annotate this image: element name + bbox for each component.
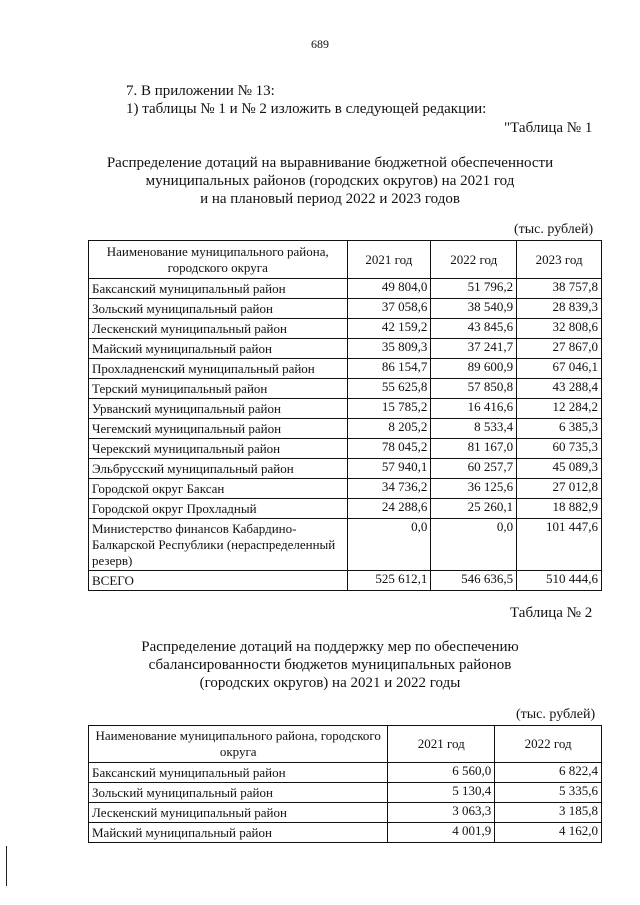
cell-v2021: 5 130,4 [388,783,495,803]
table2-header-name: Наименование муниципального района, городского округа [89,726,388,763]
amendment-subitem: 1) таблицы № 1 и № 2 изложить в следующей редакции: [126,101,487,117]
margin-mark [6,846,7,886]
table2-title [60,638,600,692]
cell-v2022: 25 260,1 [431,499,517,519]
row-name: Министерство финансов Кабардино-Балкарской Республики (нераспределенный резерв) [89,519,348,571]
table1-title-line: и на плановый период 2022 и 2023 годов [200,191,460,207]
row-name: Зольский муниципальный район [89,299,348,319]
row-name: Прохладненский муниципальный район [89,359,348,379]
row-name: Городской округ Прохладный [89,499,348,519]
table2-header-2021: 2021 год [388,726,495,763]
cell-v2022: 36 125,6 [431,479,517,499]
cell-v2022: 0,0 [431,519,517,571]
row-name: Чегемский муниципальный район [89,419,348,439]
cell-v2021: 15 785,2 [347,399,431,419]
cell-v2023: 101 447,6 [517,519,602,571]
row-name: Черекский муниципальный район [89,439,348,459]
cell-v2021: 35 809,3 [347,339,431,359]
cell-v2021: 42 159,2 [347,319,431,339]
table1-header-name: Наименование муниципального района, городского округа [89,241,348,279]
table1 [88,240,602,591]
table-row [89,571,602,591]
table2-title-line: Распределение дотаций на поддержку мер по обеспечению [141,639,519,655]
cell-v2023: 12 284,2 [517,399,602,419]
cell-v2023: 18 882,9 [517,499,602,519]
cell-v2021: 4 001,9 [388,823,495,843]
cell-v2023: 510 444,6 [517,571,602,591]
cell-v2023: 6 385,3 [517,419,602,439]
table1-title [60,154,600,208]
cell-v2022: 51 796,2 [431,279,517,299]
row-name: Баксанский муниципальный район [89,279,348,299]
table2-label: Таблица № 2 [510,605,593,621]
cell-v2021: 34 736,2 [347,479,431,499]
table-row [89,783,602,803]
row-name: Баксанский муниципальный район [89,763,388,783]
table-row [89,499,602,519]
cell-v2021: 57 940,1 [347,459,431,479]
row-name: Майский муниципальный район [89,339,348,359]
table1-label: "Таблица № 1 [504,120,593,136]
cell-v2021: 55 625,8 [347,379,431,399]
table-row [89,379,602,399]
table-row [89,459,602,479]
table1-unit: (тыс. рублей) [514,222,594,237]
table-row [89,299,602,319]
cell-v2021: 78 045,2 [347,439,431,459]
table2-header-2022: 2022 год [495,726,602,763]
cell-v2022: 37 241,7 [431,339,517,359]
table1-header-2022: 2022 год [431,241,517,279]
table-row [89,359,602,379]
cell-v2022: 57 850,8 [431,379,517,399]
cell-v2022: 546 636,5 [431,571,517,591]
table1-header-2023: 2023 год [517,241,602,279]
cell-v2022: 4 162,0 [495,823,602,843]
table-row [89,319,602,339]
table1-body [89,279,602,591]
cell-v2021: 0,0 [347,519,431,571]
cell-v2022: 8 533,4 [431,419,517,439]
table2-title-line: сбалансированности бюджетов муниципальных районов [148,657,512,673]
cell-v2022: 43 845,6 [431,319,517,339]
cell-v2021: 86 154,7 [347,359,431,379]
cell-v2023: 60 735,3 [517,439,602,459]
table2-body [89,763,602,843]
table2-title-line: (городских округов) на 2021 и 2022 годы [199,675,461,691]
table-row [89,479,602,499]
cell-v2022: 81 167,0 [431,439,517,459]
cell-v2022: 16 416,6 [431,399,517,419]
cell-v2021: 525 612,1 [347,571,431,591]
cell-v2021: 3 063,3 [388,803,495,823]
row-name: Эльбрусский муниципальный район [89,459,348,479]
table-row [89,439,602,459]
row-name: Терский муниципальный район [89,379,348,399]
table-row [89,823,602,843]
table2-unit: (тыс. рублей) [516,707,596,722]
cell-v2021: 24 288,6 [347,499,431,519]
amendment-item: 7. В приложении № 13: [126,83,275,99]
row-name: Урванский муниципальный район [89,399,348,419]
table-row [89,279,602,299]
cell-v2022: 89 600,9 [431,359,517,379]
cell-v2023: 45 089,3 [517,459,602,479]
cell-v2023: 27 012,8 [517,479,602,499]
cell-v2023: 28 839,3 [517,299,602,319]
table1-header-2021: 2021 год [347,241,431,279]
table-row [89,519,602,571]
cell-v2022: 38 540,9 [431,299,517,319]
row-name: Лескенский муниципальный район [89,803,388,823]
cell-v2022: 5 335,6 [495,783,602,803]
row-name: Зольский муниципальный район [89,783,388,803]
cell-v2023: 38 757,8 [517,279,602,299]
row-name: Городской округ Баксан [89,479,348,499]
cell-v2023: 67 046,1 [517,359,602,379]
cell-v2021: 8 205,2 [347,419,431,439]
table-row [89,339,602,359]
cell-v2022: 60 257,7 [431,459,517,479]
table2-header-row [89,726,602,763]
cell-v2021: 37 058,6 [347,299,431,319]
table1-header-row [89,241,602,279]
table2 [88,725,602,843]
table-row [89,399,602,419]
row-name: Майский муниципальный район [89,823,388,843]
cell-v2022: 3 185,8 [495,803,602,823]
row-name: ВСЕГО [89,571,348,591]
cell-v2021: 6 560,0 [388,763,495,783]
table1-title-line: муниципальных районов (городских округов) на 2021 год [145,173,515,189]
cell-v2022: 6 822,4 [495,763,602,783]
cell-v2023: 27 867,0 [517,339,602,359]
table-row [89,419,602,439]
row-name: Лескенский муниципальный район [89,319,348,339]
table-row [89,763,602,783]
page-number: 689 [311,37,329,51]
table1-title-line: Распределение дотаций на выравнивание бюджетной обеспеченности [106,155,554,171]
table-row [89,803,602,823]
cell-v2023: 32 808,6 [517,319,602,339]
cell-v2021: 49 804,0 [347,279,431,299]
cell-v2023: 43 288,4 [517,379,602,399]
